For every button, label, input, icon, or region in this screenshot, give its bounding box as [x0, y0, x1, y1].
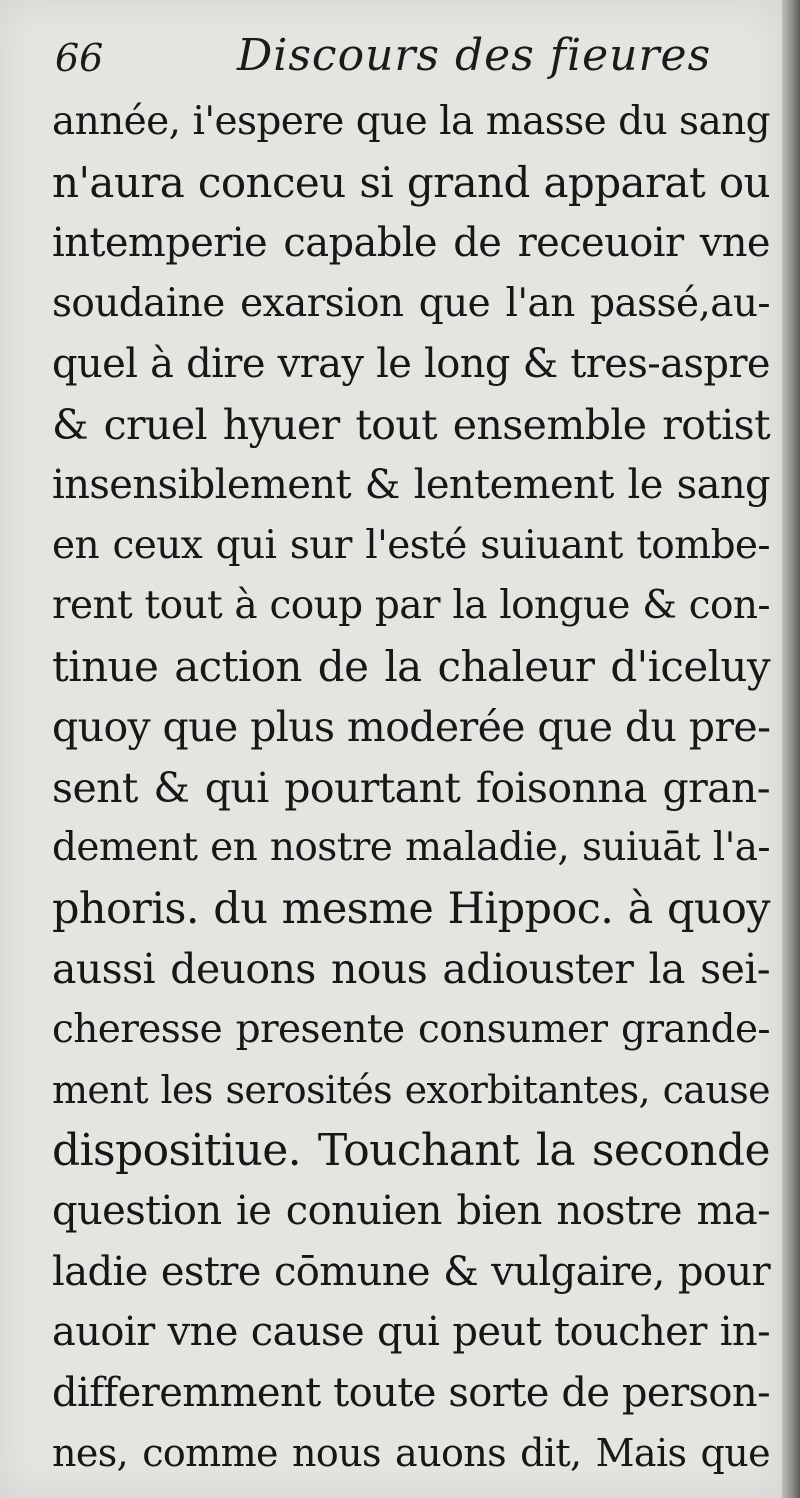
page-header [55, 30, 755, 90]
body-text [52, 92, 770, 1484]
text-line: dement en nostre maladie, suiuāt l'a- [52, 825, 770, 870]
text-line: sent & qui pourtant foisonna gran- [52, 763, 770, 812]
text-line: aussi deuons nous adiouster la sei- [52, 945, 770, 993]
text-line: auoir vne cause qui peut toucher in- [52, 1309, 770, 1355]
text-line: en ceux qui sur l'esté suiuant tombe- [52, 522, 770, 568]
text-line: soudaine exarsion que l'an passé,au- [52, 280, 770, 326]
text-line: ladie estre cōmune & vulgaire, pour [52, 1248, 770, 1295]
text-line: tinue action de la chaleur d'iceluy [52, 641, 770, 691]
text-line: phoris. du mesme Hippoc. à quoy [52, 883, 770, 934]
text-line: dispositiue. Touchant la seconde [52, 1124, 770, 1176]
text-line: differemment toute sorte de person- [52, 1369, 770, 1416]
text-line: rent tout à coup par la longue & con- [52, 583, 770, 628]
text-line: année, i'espere que la masse du sang [52, 99, 770, 144]
text-line: cheresse presente consumer grande- [52, 1006, 770, 1052]
text-line: quoy que plus moderée que du pre- [52, 703, 771, 751]
text-line: & cruel hyuer tout ensemble rotist [52, 400, 770, 449]
text-line: quel à dire vray le long & tres-aspre [52, 341, 770, 387]
running-title: Discours des fieures [237, 30, 712, 81]
text-line: insensiblement & lentement le sang [52, 462, 770, 508]
text-line: question ie conuien bien nostre ma- [52, 1188, 770, 1234]
page-edge-shadow [782, 0, 800, 1498]
text-line: nes, comme nous auons dit, Mais que [52, 1431, 770, 1475]
page-number: 66 [55, 36, 104, 80]
text-line: n'aura conceu si grand apparat ou [52, 157, 770, 207]
text-line: ment les serosités exorbitantes, cause [52, 1068, 770, 1112]
text-line: intemperie capable de receuoir vne [52, 220, 770, 266]
